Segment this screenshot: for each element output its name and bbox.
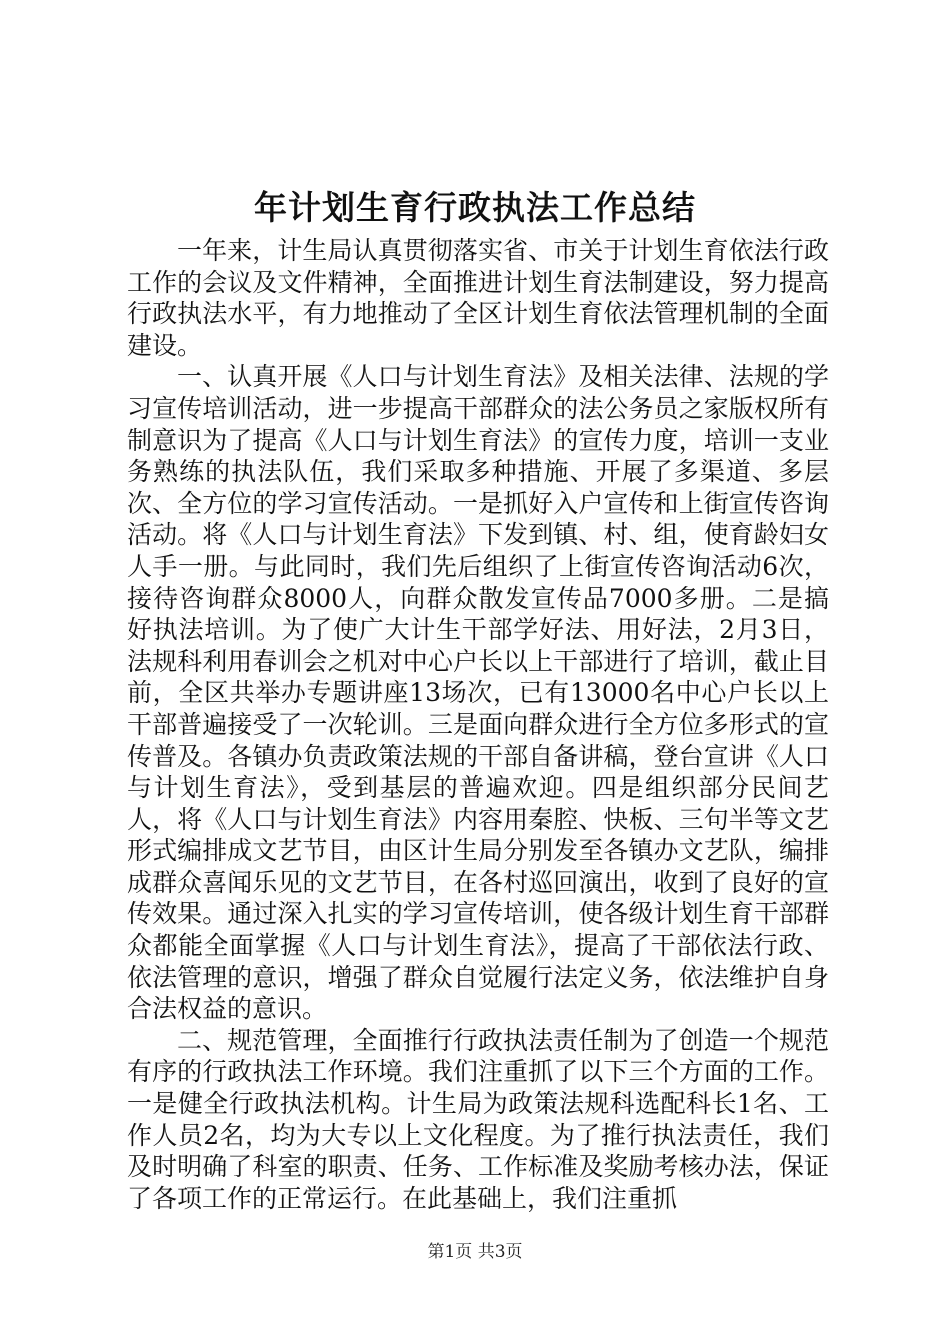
- paragraph-section-one: 一、认真开展《人口与计划生育法》及相关法律、法规的学习宣传培训活动，进一步提高干部群众的法公务员之家版权所有制意识为了提高《人口与计划生育法》的宣传力度，培训一支业务熟练的执法队伍，我们采取多种措施、开展了多渠道、多层次、全方位的学习宣传活动。一是抓好入户宣传和上街宣传咨询活动。将《人口与计划生育法》下发到镇、村、组，使育龄妇女人手一册。与此同时，我们先后组织了上街宣传咨询活动6次，接待咨询群众8000人，向群众散发宣传品7000多册。二是搞好执法培训。为了使广大计生干部学好法、用好法，2月3日，法规科利用春训会之机对中心户长以上干部进行了培训，截止目前，全区共举办专题讲座13场次，已有13000名中心户长以上干部普遍接受了一次轮训。三是面向群众进行全方位多形式的宣传普及。各镇办负责政策法规的干部自备讲稿，登台宣讲《人口与计划生育法》，受到基层的普遍欢迎。四是组织部分民间艺人，将《人口与计划生育法》内容用秦腔、快板、三句半等文艺形式编排成文艺节目，由区计生局分别发至各镇办文艺队，编排成群众喜闻乐见的文艺节目，在各村巡回演出，收到了良好的宣传效果。通过深入扎实的学习宣传培训，使各级计划生育干部群众都能全面掌握《人口与计划生育法》，提高了干部依法行政、依法管理的意识，增强了群众自觉履行法定义务，依法维护自身合法权益的意识。: [127, 362, 829, 1024]
- document-title: 年计划生育行政执法工作总结: [254, 188, 696, 227]
- page-number-footer: 第1页 共3页: [427, 1242, 523, 1262]
- paragraph-intro: 一年来，计生局认真贯彻落实省、市关于计划生育依法行政工作的会议及文件精神，全面推进计划生育法制建设，努力提高行政执法水平，有力地推动了全区计划生育依法管理机制的全面建设。: [127, 236, 829, 360]
- paragraph-section-two: 二、规范管理，全面推行行政执法责任制为了创造一个规范有序的行政执法工作环境。我们注重抓了以下三个方面的工作。一是健全行政执法机构。计生局为政策法规科选配科长1名、工作人员2名，均为大专以上文化程度。为了推行执法责任，我们及时明确了科室的职责、任务、工作标准及奖励考核办法，保证了各项工作的正常运行。在此基础上，我们注重抓: [127, 1025, 829, 1213]
- document-body: [127, 235, 829, 1214]
